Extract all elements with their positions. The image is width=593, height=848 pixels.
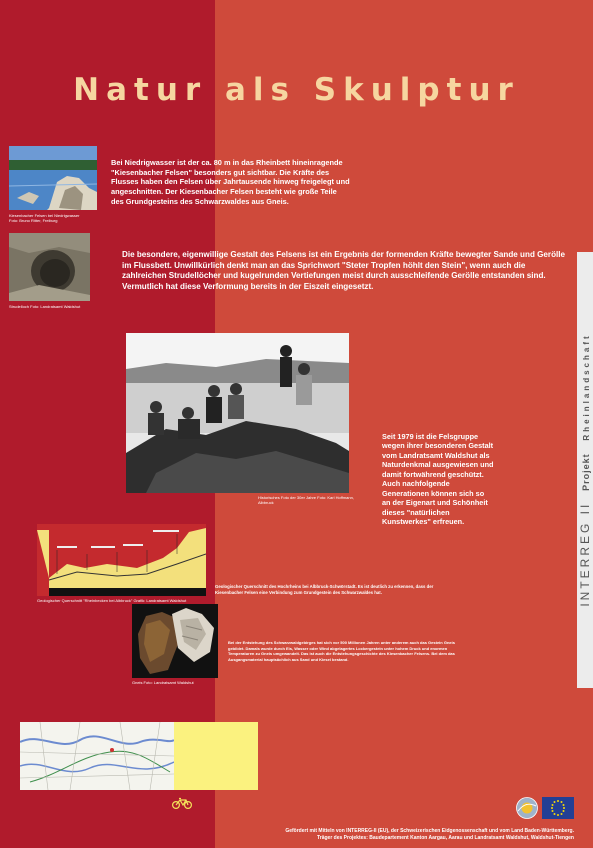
gneiss-paragraph: Bei der Entstehung des Schwarzwaldgebirges hat sich vor 500 Millionen Jahren unter anderem auch das Gestein Gneis gebildet. Damals wurde durch Eis, Wasser oder Wind abgelagertes Lockergestein unter hohem Druck und enormen Temperaturen zu Gneis umgewandelt. Das ist auch die Entstehungsgeschichte des Kiesenbacher Felsens. Bei dem das Ausgangsmaterial hauptsächlich aus Sand und Kiesel bestand. [228, 640, 455, 662]
route-map [20, 722, 174, 790]
gneiss-caption: Gneis Foto: Landratsamt Waldshut [132, 680, 194, 685]
intro-paragraph: Bei Niedrigwasser ist der ca. 80 m in das Rheinbett hineinragende "Kiesenbacher Felsen" besonders gut sichtbar. Die Kräfte des Flusses haben den Felsen über Jahrtausende hinweg freigelegt und angeschnitten. Der Kiesenbacher Felsen besteht wie große Teile des Grundgesteins des Schwarzwaldes aus Gneis. [111, 158, 350, 206]
river-rock-photo [9, 146, 97, 210]
funding-footer [268, 828, 574, 842]
diagram-caption: Geologischer Querschnitt "Rheinbecken bei Albbruck" Grafik: Landratsamt Waldshut [37, 598, 187, 603]
info-highlight-box [174, 722, 258, 790]
program-name: INTERREG II [578, 501, 592, 607]
footer-line-sponsor: Träger des Projektes: Baudepartement Kanton Aargau, Aarau und Landratsamt Waldshut, Waldshut-Tiengen [317, 834, 574, 841]
pothole-photo [9, 233, 90, 301]
page-title: Natur als Skulptur [73, 72, 520, 108]
river-rock-caption: Kiesenbacher Felsen bei Niedrigwasser Foto: Bruno Ritter, Freiburg [9, 213, 80, 223]
gneiss-rock-photo [132, 604, 218, 678]
sidebar-label [578, 333, 592, 606]
eu-flag-icon [542, 797, 574, 819]
rheinlandschaft-label: Rheinlandschaft [582, 333, 591, 441]
formation-paragraph: Die besondere, eigenwillige Gestalt des Felsens ist ein Ergebnis der formenden Kräfte bewegter Sande und Gerölle im Flussbett. Unwillkürlich denkt man an das Sprichwort "Steter Tropfen höhlt den Stein", wenn auch die zahlreichen Strudellöcher und kugelrunden Vertiefungen meist durch ausschleifende Gerölle entstanden sind. Vermutlich hat diese Verformung bereits in der Eiszeit eingesetzt. [122, 250, 566, 291]
geological-cross-section-diagram [37, 524, 206, 596]
protection-paragraph: Seit 1979 ist die Felsgruppe wegen ihrer besonderen Gestalt vom Landratsamt Waldshut als Naturdenkmal ausgewiesen und damit fortwährend geschützt. Auch nachfolgende Generationen können sich so an der Eigenart und Schönheit dieses "natürlichen Kunstwerkes" erfreuen. [382, 432, 494, 527]
footer-line-funding: Gefördert mit Mitteln von INTERREG-II (EU), der Schweizerischen Eidgenossenschaft und vom Land Baden-Württemberg. [285, 828, 574, 834]
pothole-caption: Strudelloch Foto: Landratsamt Waldshut [9, 304, 81, 309]
historic-bathers-photo [126, 333, 349, 493]
bicycle-icon [172, 796, 192, 808]
cross-section-paragraph: Geologischer Querschnitt des Hochrheins bei Albbruck-Schwörstadt. Es ist deutlich zu erkennen, dass der Kiesenbacher Felsen eine Verbindung zum Grundgestein des Schwarzwaldes hat. [215, 584, 434, 596]
historic-photo-caption: Historisches Foto der 30er Jahre Foto: Karl Hoffmann, Albbruck [258, 495, 354, 505]
projekt-label: Projekt [581, 453, 591, 491]
interreg-logo-icon [514, 797, 540, 819]
